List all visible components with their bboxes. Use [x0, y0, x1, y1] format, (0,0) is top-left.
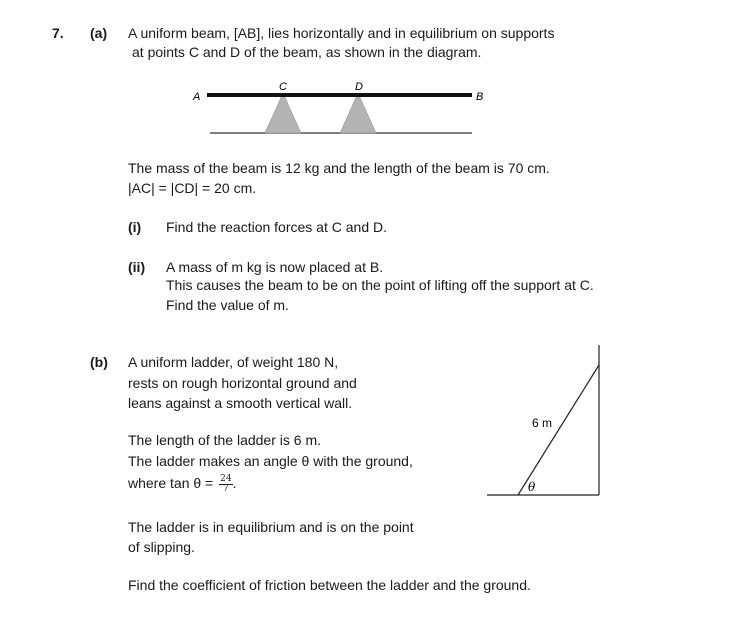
- tan-fraction-numerator: 24: [220, 473, 232, 484]
- tan-theta-text: where tan θ =: [128, 475, 214, 491]
- sub-ii-line1: A mass of m kg is now placed at B.: [166, 259, 384, 275]
- tan-period: .: [232, 475, 237, 491]
- support-d: [340, 93, 376, 133]
- angle-theta-label: θ: [528, 480, 536, 494]
- ladder-line: [518, 365, 599, 495]
- beam-label-c: C: [279, 81, 287, 93]
- sub-ii-line3: Find the value of m.: [166, 297, 289, 313]
- sub-ii-line2: This causes the beam to be on the point of lifting off the support at C.: [166, 277, 594, 293]
- part-a-info-line2: |AC| = |CD| = 20 cm.: [128, 180, 257, 196]
- support-c: [265, 93, 301, 133]
- tan-fraction: [219, 475, 232, 494]
- part-a-info-line1: The mass of the beam is 12 kg and the length of the beam is 70 cm.: [128, 160, 550, 176]
- eq-line1: The ladder is in equilibrium and is on the point: [128, 519, 414, 535]
- final-question: Find the coefficient of friction between the ladder and the ground.: [128, 577, 531, 593]
- part-b-line3: leans against a smooth vertical wall.: [128, 395, 353, 411]
- question-number: 7.: [52, 25, 64, 41]
- ladder-length-label: 6 m: [532, 416, 553, 430]
- tan-fraction-denominator: 7: [222, 483, 229, 494]
- beam-label-d: D: [355, 81, 363, 93]
- part-b-line4: The length of the ladder is 6 m.: [128, 432, 321, 448]
- sub-i-text: Find the reaction forces at C and D.: [166, 219, 387, 235]
- part-a-intro-line2: at points C and D of the beam, as shown in the diagram.: [132, 44, 482, 60]
- sub-ii-label: (ii): [128, 259, 146, 275]
- beam-label-b: B: [476, 91, 484, 103]
- part-b-label: (b): [90, 354, 108, 370]
- beam-label-a: A: [193, 91, 201, 103]
- part-a-label: (a): [90, 25, 108, 41]
- ladder-diagram: [480, 340, 610, 500]
- beam-diagram: [190, 78, 490, 140]
- part-a-intro-line1: A uniform beam, [AB], lies horizontally and in equilibrium on supports: [128, 25, 555, 41]
- part-b-line1: A uniform ladder, of weight 180 N,: [128, 354, 339, 370]
- part-b-line2: rests on rough horizontal ground and: [128, 375, 357, 391]
- sub-i-label: (i): [128, 219, 142, 235]
- eq-line2: of slipping.: [128, 539, 195, 555]
- part-b-line6: [128, 473, 236, 494]
- part-b-line5: The ladder makes an angle θ with the ground,: [128, 453, 413, 469]
